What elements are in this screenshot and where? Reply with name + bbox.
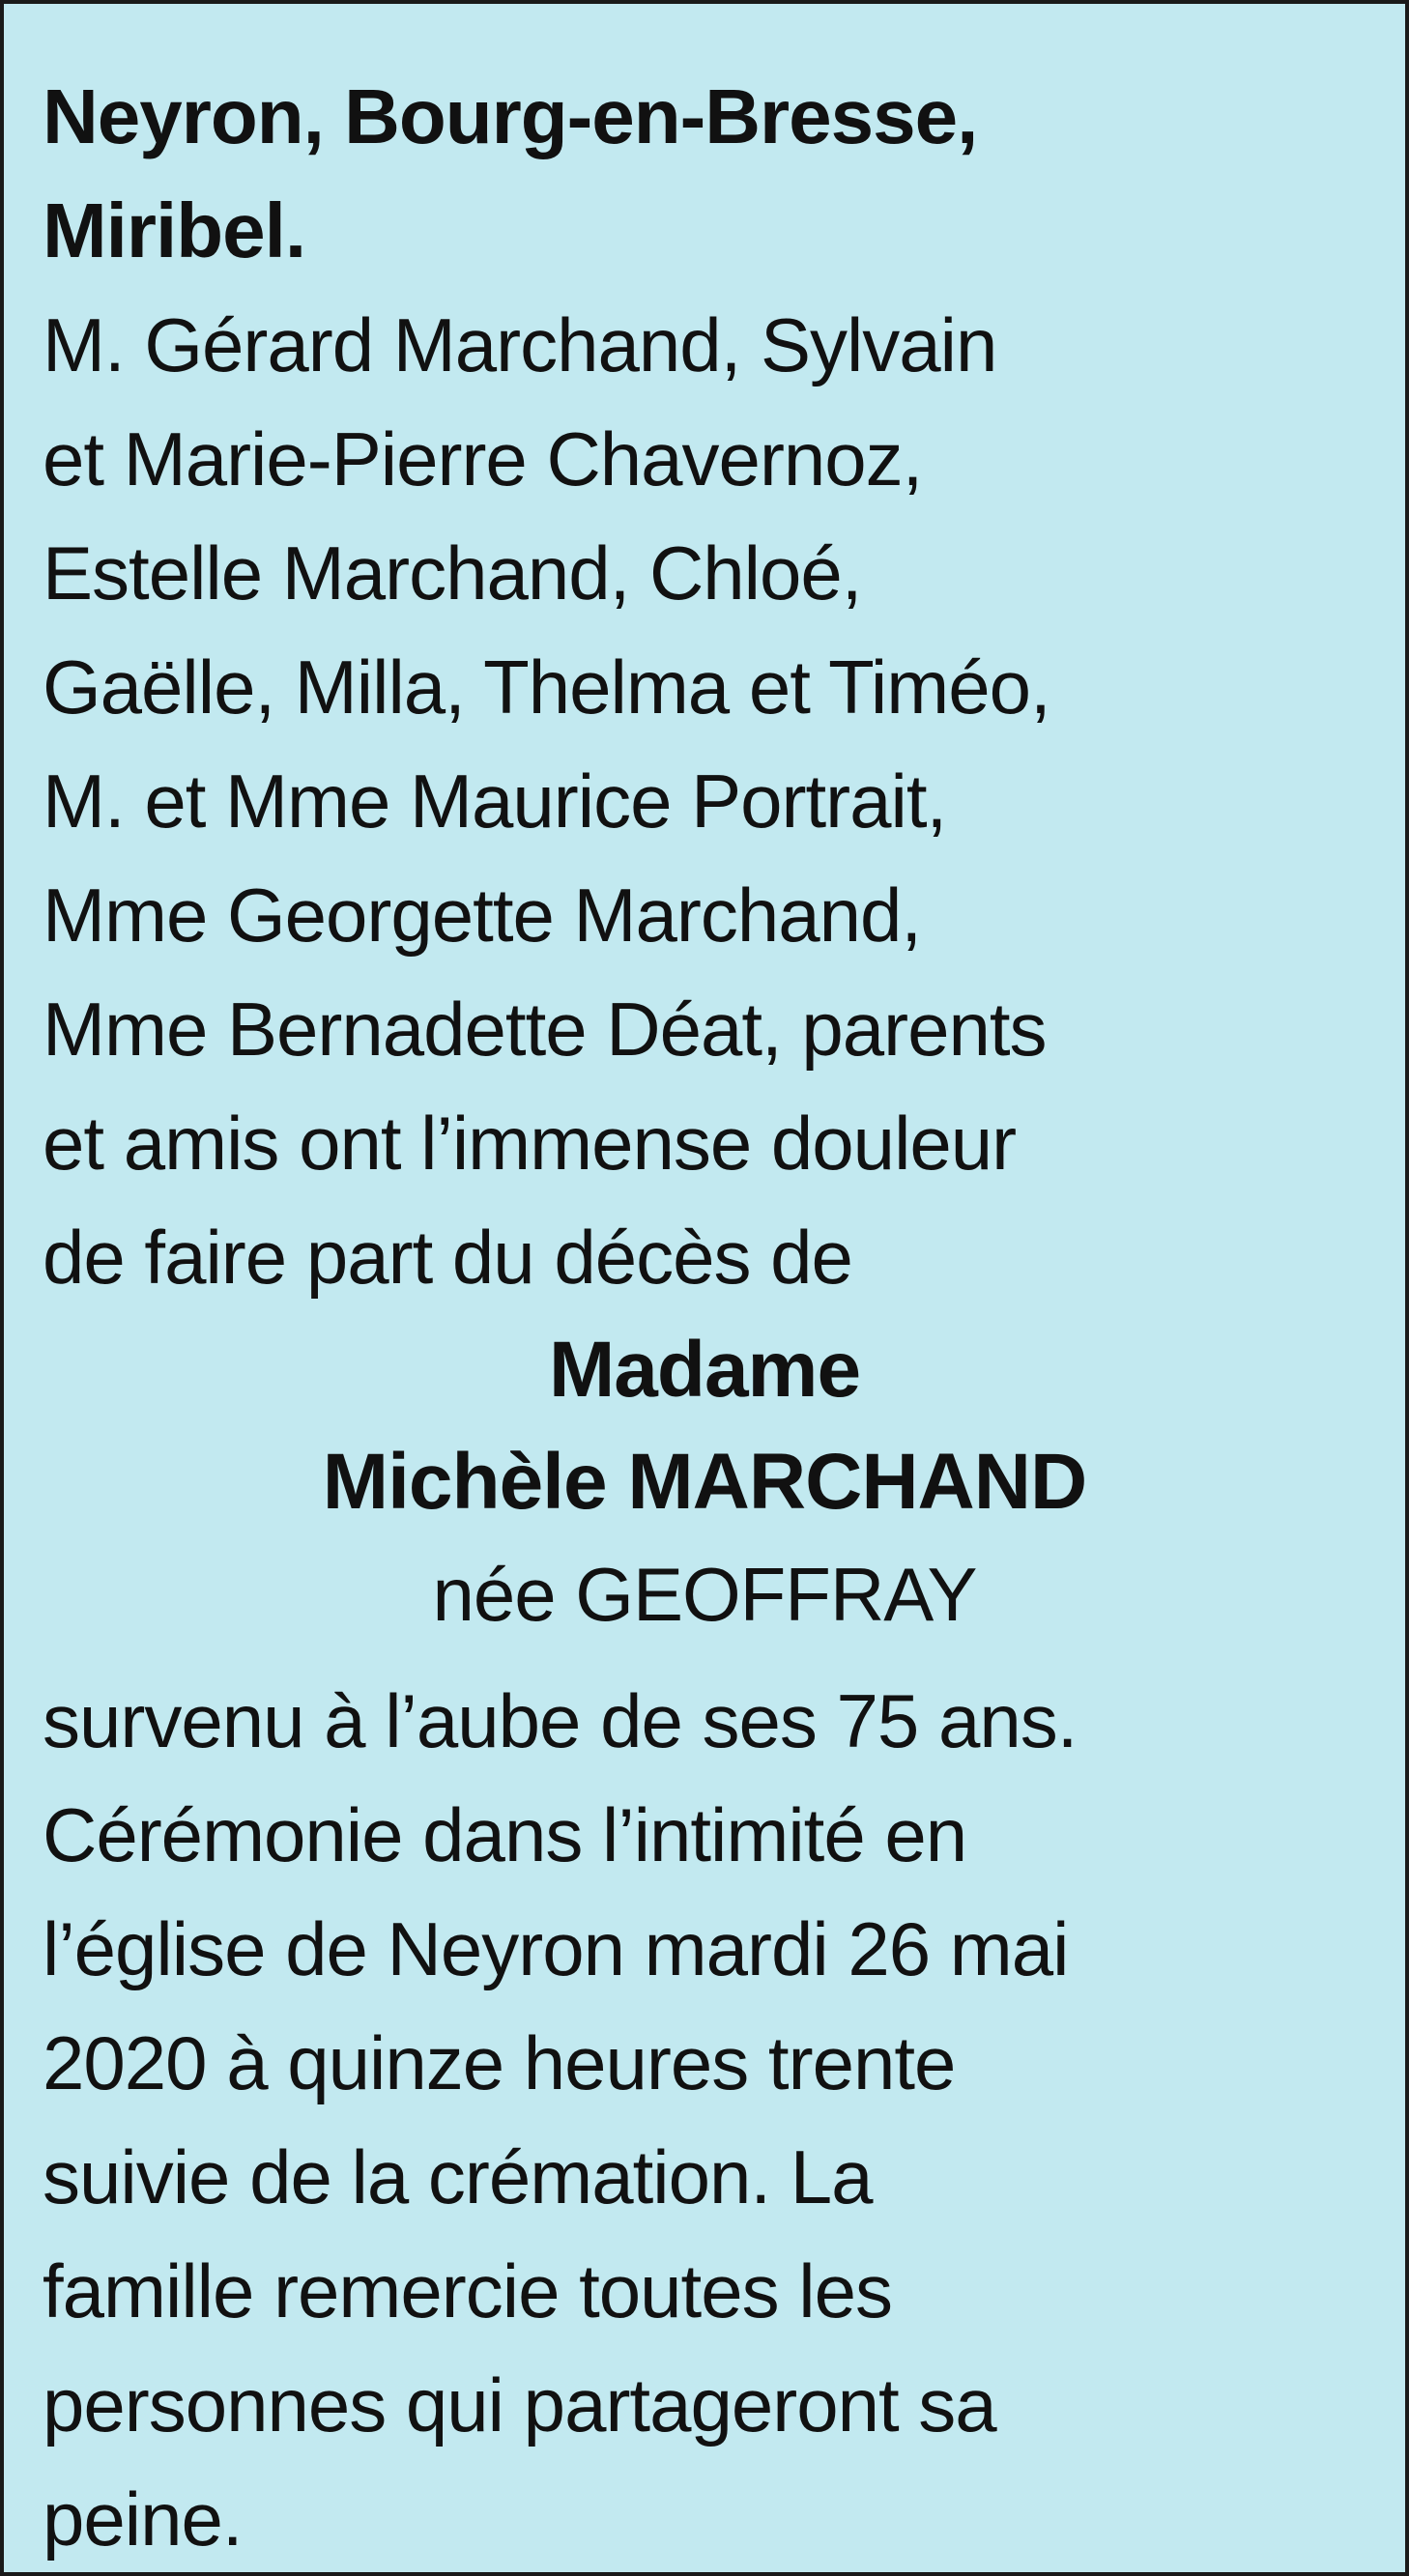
family-line: et Marie-Pierre Chavernoz, xyxy=(43,416,923,501)
ceremony-details xyxy=(43,1664,1366,2576)
location-line: Neyron, Bourg-en-Bresse, xyxy=(43,73,978,159)
location-line: Miribel. xyxy=(43,187,306,273)
family-line: et amis ont l’immense douleur xyxy=(43,1101,1017,1186)
deceased-title: Madame xyxy=(548,1326,861,1414)
deceased-name: Michèle MARCHAND xyxy=(322,1438,1087,1526)
family-line: Mme Bernadette Déat, parents xyxy=(43,987,1047,1072)
family-line: M. Gérard Marchand, Sylvain xyxy=(43,302,997,387)
deceased-block xyxy=(43,1314,1366,1650)
family-line: de faire part du décès de xyxy=(43,1215,852,1300)
deceased-birth-name: née GEOFFRAY xyxy=(432,1552,977,1637)
family-line: Gaëlle, Milla, Thelma et Timéo, xyxy=(43,644,1050,730)
location-header xyxy=(43,60,1366,288)
family-announcement xyxy=(43,288,1366,1314)
family-line: Estelle Marchand, Chloé, xyxy=(43,530,862,615)
details-line: suivie de la crémation. La xyxy=(43,2134,873,2219)
family-line: Mme Georgette Marchand, xyxy=(43,873,922,958)
family-line: M. et Mme Maurice Portrait, xyxy=(43,758,947,844)
details-line: Cérémonie dans l’intimité en xyxy=(43,1792,967,1877)
details-line: l’église de Neyron mardi 26 mai xyxy=(43,1906,1069,1991)
details-line: famille remercie toutes les xyxy=(43,2248,892,2333)
details-line: 2020 à quinze heures trente xyxy=(43,2020,956,2105)
details-line: peine. xyxy=(43,2476,243,2562)
details-line: survenu à l’aube de ses 75 ans. xyxy=(43,1678,1078,1763)
details-line: personnes qui partageront sa xyxy=(43,2362,996,2447)
